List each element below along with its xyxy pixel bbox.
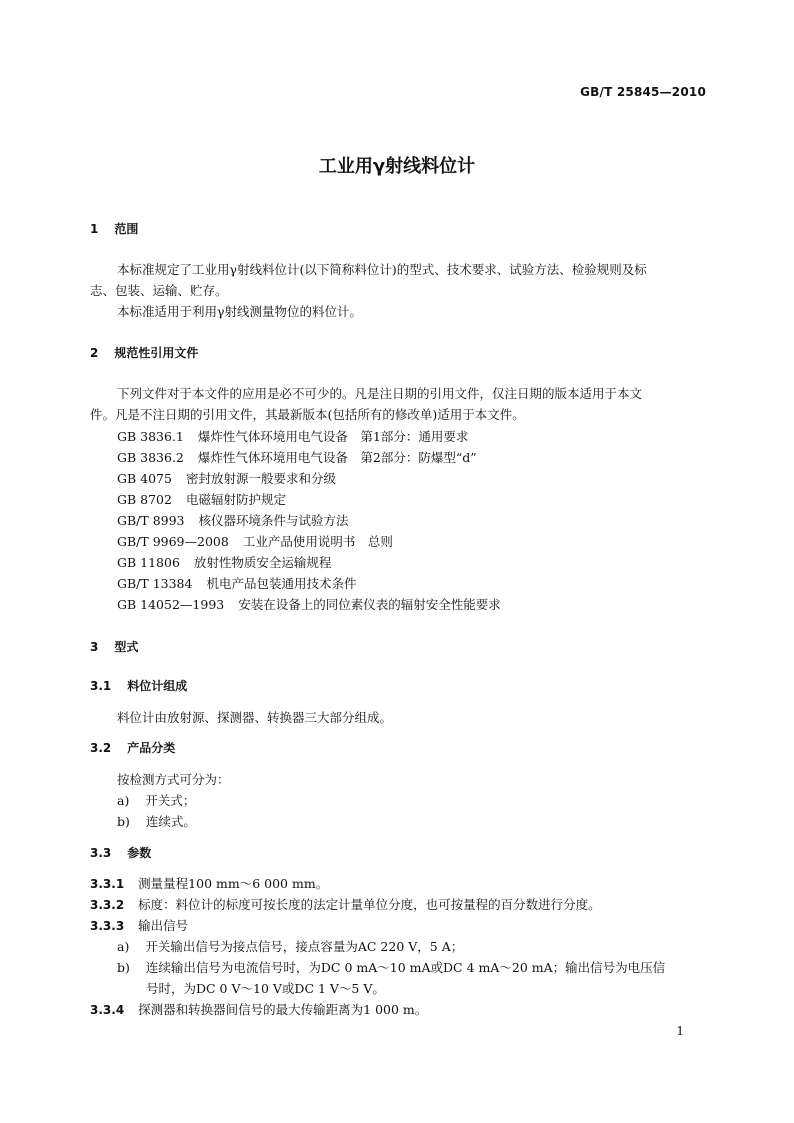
section-number: 3 [90,640,99,654]
reference-code: GB/T 9969—2008 [117,534,229,549]
clause-number: 3.3.3 [90,919,125,933]
clause-number: 3.3.1 [90,877,125,891]
clause-number: 3.3.2 [90,898,125,912]
reference-title: 爆炸性气体环境用电气设备 第1部分：通用要求 [197,429,469,444]
list-label: b) [117,814,130,829]
section-2-heading [90,345,198,361]
list-label: a) [117,793,130,808]
reference-title: 电磁辐射防护规定 [185,492,286,507]
reference-code: GB 3836.1 [117,429,184,444]
section-title: 范围 [114,222,139,236]
section-title: 规范性引用文件 [114,346,199,360]
reference-code: GB/T 13384 [117,576,193,591]
list-item-continuation: 号时，为DC 0 V～10 V或DC 1 V～5 V。 [146,981,385,996]
paragraph-line: 志、包装、运输、贮存。 [90,283,228,298]
paragraph-line: 本标准适用于利用γ射线测量物位的料位计。 [117,304,362,319]
list-item [117,939,463,955]
reference-title: 机电产品包装通用技术条件 [206,576,357,591]
reference-item [117,576,356,592]
reference-title: 爆炸性气体环境用电气设备 第2部分：防爆型“d” [197,450,477,465]
subsection-3-2-heading [90,740,175,756]
section-title: 产品分类 [127,741,176,755]
page-number: 1 [676,1024,684,1038]
list-text: 开关式； [145,793,196,808]
section-number: 3.1 [90,679,112,693]
subsection-3-1-heading [90,678,187,694]
section-number: 2 [90,346,99,360]
section-title: 料位计组成 [127,679,188,693]
reference-item [117,555,331,571]
list-text: 连续输出信号为电流信号时，为DC 0 mA～10 mA或DC 4 mA～20 mA；输出信号为电压信 [145,960,666,975]
reference-code: GB 8702 [117,492,172,507]
clause-3-3-1 [90,876,328,892]
list-label: a) [117,939,130,954]
list-item [117,960,665,976]
reference-code: GB 4075 [117,471,172,486]
reference-code: GB 14052—1993 [117,597,225,612]
clause-number: 3.3.4 [90,1003,125,1017]
section-3-heading [90,639,138,655]
list-item [117,793,195,809]
reference-item [117,597,501,613]
list-label: b) [117,960,130,975]
subsection-3-3-heading [90,845,151,861]
document-title: 工业用γ射线料位计 [318,156,476,177]
reference-title: 放射性物质安全运输规程 [193,555,332,570]
reference-title: 核仪器环境条件与试验方法 [198,513,349,528]
paragraph-line: 料位计由放射源、探测器、转换器三大部分组成。 [117,710,393,725]
reference-code: GB 11806 [117,555,180,570]
reference-item [117,471,336,487]
paragraph-line: 下列文件对于本文件的应用是必不可少的。凡是注日期的引用文件，仅注日期的版本适用于本文 [117,386,643,401]
reference-title: 工业产品使用说明书 总则 [242,534,393,549]
list-text: 开关输出信号为接点信号，接点容量为AC 220 V，5 A； [145,939,464,954]
section-title: 型式 [114,640,139,654]
reference-item [117,450,477,466]
section-number: 3.3 [90,846,112,860]
clause-text: 输出信号 [138,918,189,933]
reference-code: GB 3836.2 [117,450,184,465]
paragraph-line: 按检测方式可分为： [117,772,230,787]
reference-title: 安装在设备上的同位素仪表的辐射安全性能要求 [238,597,501,612]
reference-item [117,513,349,529]
standard-code: GB/T 25845—2010 [580,85,706,99]
clause-3-3-2 [90,897,601,913]
reference-code: GB/T 8993 [117,513,185,528]
paragraph-line: 本标准规定了工业用γ射线料位计(以下简称料位计)的型式、技术要求、试验方法、检验规则及标 [117,262,647,277]
clause-3-3-4 [90,1002,427,1018]
list-text: 连续式。 [145,814,196,829]
reference-item [117,534,393,550]
list-item [117,814,196,830]
reference-title: 密封放射源一般要求和分级 [185,471,336,486]
paragraph-line: 件。凡是不注日期的引用文件，其最新版本(包括所有的修改单)适用于本文件。 [90,407,525,422]
clause-text: 测量量程100 mm～6 000 mm。 [138,876,329,891]
section-1-heading [90,221,138,237]
clause-3-3-3 [90,918,188,934]
section-number: 3.2 [90,741,112,755]
reference-item [117,492,286,508]
section-title: 参数 [127,846,152,860]
reference-item [117,429,468,445]
clause-text: 探测器和转换器间信号的最大传输距离为1 000 m。 [138,1002,428,1017]
clause-text: 标度：料位计的标度可按长度的法定计量单位分度，也可按量程的百分数进行分度。 [138,897,601,912]
section-number: 1 [90,222,99,236]
